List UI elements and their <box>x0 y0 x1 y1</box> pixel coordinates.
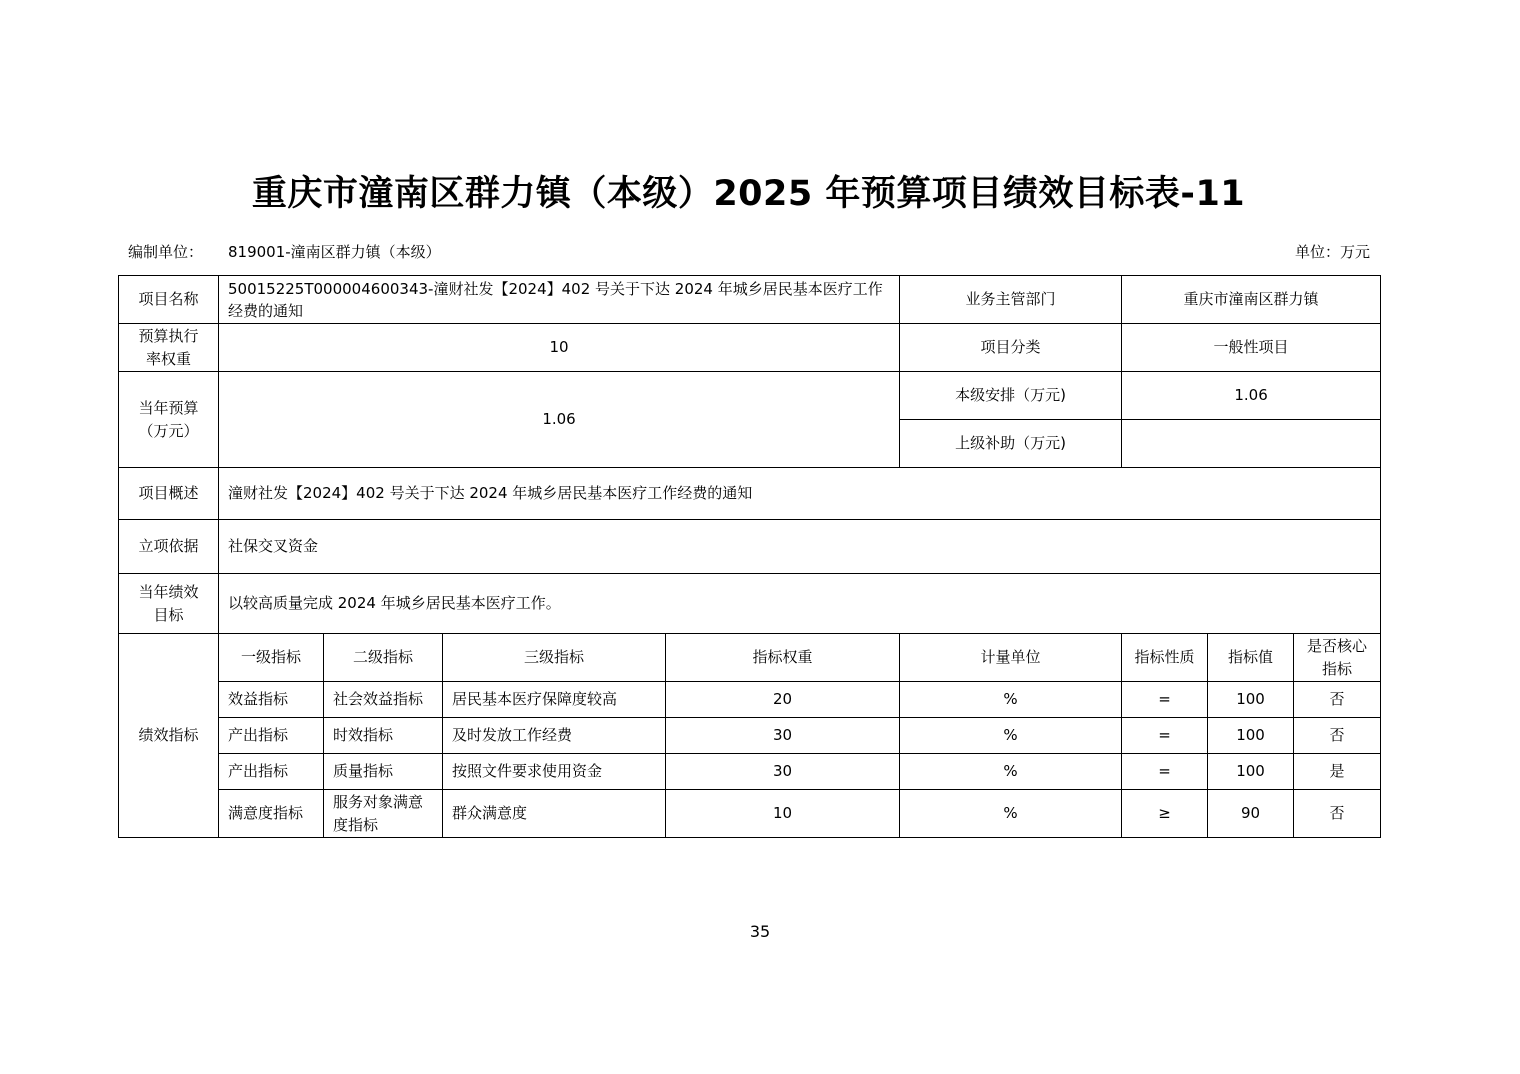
performance-table <box>118 275 1381 838</box>
cell-value: 100 <box>1208 682 1294 718</box>
cell-unit: % <box>900 754 1122 790</box>
cell-level2: 社会效益指标 <box>324 682 443 718</box>
upper-subsidy-label: 上级补助（万元) <box>900 420 1122 468</box>
indicator-row <box>119 718 1381 754</box>
indicator-row <box>119 682 1381 718</box>
cell-weight: 20 <box>666 682 900 718</box>
local-arrangement-label: 本级安排（万元) <box>900 372 1122 420</box>
header-value: 指标值 <box>1208 634 1294 682</box>
local-arrangement-value: 1.06 <box>1122 372 1381 420</box>
cell-nature: = <box>1122 718 1208 754</box>
compiling-unit-label: 编制单位： <box>128 243 204 261</box>
cell-level3: 及时发放工作经费 <box>443 718 666 754</box>
page-number: 35 <box>749 922 771 941</box>
cell-nature: = <box>1122 754 1208 790</box>
execution-weight-label: 预算执行率权重 <box>119 324 219 372</box>
indicator-row <box>119 790 1381 838</box>
cell-core: 否 <box>1294 790 1381 838</box>
cell-level2: 服务对象满意度指标 <box>324 790 443 838</box>
compiling-unit <box>128 241 441 262</box>
cell-value: 90 <box>1208 790 1294 838</box>
execution-weight-value: 10 <box>219 324 900 372</box>
cell-level3: 居民基本医疗保障度较高 <box>443 682 666 718</box>
annual-goal-value: 以较高质量完成 2024 年城乡居民基本医疗工作。 <box>219 574 1381 634</box>
cell-weight: 30 <box>666 718 900 754</box>
annual-budget-value: 1.06 <box>219 372 900 468</box>
header-level2: 二级指标 <box>324 634 443 682</box>
annual-goal-label: 当年绩效目标 <box>119 574 219 634</box>
project-overview-label: 项目概述 <box>119 468 219 520</box>
project-name-label: 项目名称 <box>119 276 219 324</box>
upper-subsidy-value <box>1122 420 1381 468</box>
cell-level3: 按照文件要求使用资金 <box>443 754 666 790</box>
compiling-unit-value: 819001-潼南区群力镇（本级） <box>228 243 441 261</box>
project-basis-label: 立项依据 <box>119 520 219 574</box>
cell-unit: % <box>900 790 1122 838</box>
department-value: 重庆市潼南区群力镇 <box>1122 276 1381 324</box>
cell-level2: 质量指标 <box>324 754 443 790</box>
cell-weight: 10 <box>666 790 900 838</box>
cell-level1: 满意度指标 <box>219 790 324 838</box>
header-unit: 计量单位 <box>900 634 1122 682</box>
header-weight: 指标权重 <box>666 634 900 682</box>
cell-level1: 产出指标 <box>219 754 324 790</box>
cell-level2: 时效指标 <box>324 718 443 754</box>
indicator-row <box>119 754 1381 790</box>
cell-value: 100 <box>1208 718 1294 754</box>
cell-weight: 30 <box>666 754 900 790</box>
cell-unit: % <box>900 718 1122 754</box>
cell-value: 100 <box>1208 754 1294 790</box>
department-label: 业务主管部门 <box>900 276 1122 324</box>
indicators-section-label: 绩效指标 <box>119 634 219 838</box>
project-basis-value: 社保交叉资金 <box>219 520 1381 574</box>
project-category-label: 项目分类 <box>900 324 1122 372</box>
cell-core: 是 <box>1294 754 1381 790</box>
cell-level1: 效益指标 <box>219 682 324 718</box>
annual-budget-label: 当年预算（万元） <box>119 372 219 468</box>
project-category-value: 一般性项目 <box>1122 324 1381 372</box>
cell-core: 否 <box>1294 682 1381 718</box>
cell-core: 否 <box>1294 718 1381 754</box>
document-title: 重庆市潼南区群力镇（本级）2025 年预算项目绩效目标表-11 <box>251 174 1246 214</box>
cell-level1: 产出指标 <box>219 718 324 754</box>
cell-nature: ≥ <box>1122 790 1208 838</box>
cell-nature: = <box>1122 682 1208 718</box>
cell-level3: 群众满意度 <box>443 790 666 838</box>
cell-unit: % <box>900 682 1122 718</box>
currency-unit: 单位：万元 <box>1294 243 1370 261</box>
project-overview-value: 潼财社发【2024】402 号关于下达 2024 年城乡居民基本医疗工作经费的通知 <box>219 468 1381 520</box>
header-level3: 三级指标 <box>443 634 666 682</box>
header-level1: 一级指标 <box>219 634 324 682</box>
header-core: 是否核心指标 <box>1294 634 1381 682</box>
project-name-value: 50015225T000004600343-潼财社发【2024】402 号关于下达 2024 年城乡居民基本医疗工作经费的通知 <box>219 276 900 324</box>
header-nature: 指标性质 <box>1122 634 1208 682</box>
